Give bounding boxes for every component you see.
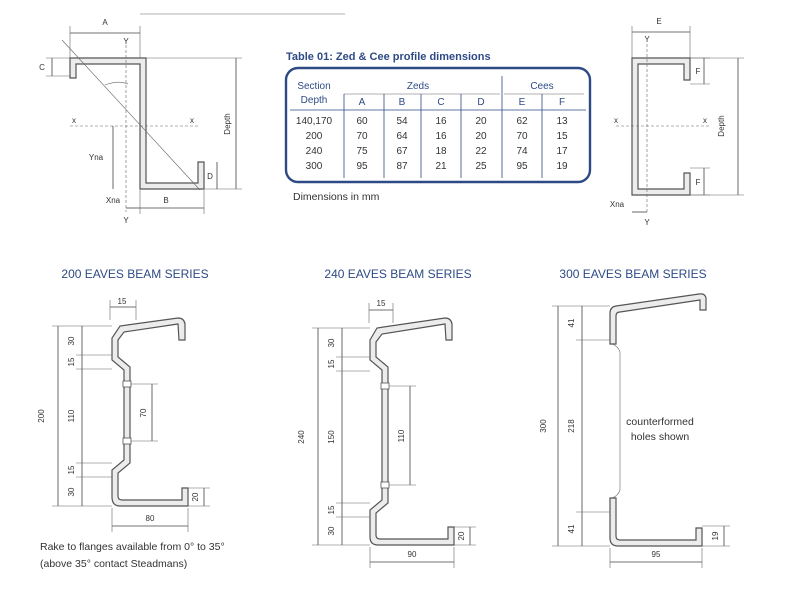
s300-note-line-2: holes shown bbox=[630, 431, 690, 443]
s240-hole-dim: 110 bbox=[397, 429, 406, 443]
cee-axis-y-bottom-label: Y bbox=[644, 218, 650, 227]
s300-lip-dim: 19 bbox=[711, 531, 720, 541]
table-cell: 20 bbox=[475, 116, 487, 127]
s200-seg-4: 15 bbox=[67, 465, 76, 475]
s200-seg-2: 15 bbox=[67, 357, 76, 367]
footnote-line-1: Rake to flanges available from 0° to 35° bbox=[40, 541, 225, 553]
col-b-header: B bbox=[398, 97, 406, 108]
table-zeds-header: Zeds bbox=[406, 81, 430, 92]
s240-seg-1: 30 bbox=[327, 338, 336, 348]
table-cees-header: Cees bbox=[530, 81, 554, 92]
axis-y-top-label: Y bbox=[123, 37, 129, 46]
table-cell: 62 bbox=[516, 116, 528, 127]
table-cell: 16 bbox=[435, 131, 447, 142]
table-cell: 17 bbox=[556, 146, 568, 157]
s200-seg-1: 30 bbox=[67, 336, 76, 346]
dim-c-label: C bbox=[39, 63, 45, 72]
s240-seg-2: 15 bbox=[327, 359, 336, 369]
table-row-depth: 200 bbox=[305, 131, 323, 142]
cee-axis-y-top-label: Y bbox=[644, 35, 650, 44]
s300-seg-3: 41 bbox=[567, 524, 576, 534]
cee-dim-depth-label: Depth bbox=[717, 115, 726, 137]
table-cell: 22 bbox=[475, 146, 487, 157]
s300-note-line-1: counterformed bbox=[626, 416, 694, 428]
table-row-depth: 140,170 bbox=[295, 116, 333, 127]
cee-axis-x-left-label: x bbox=[614, 116, 618, 125]
table-note: Dimensions in mm bbox=[293, 191, 380, 203]
col-e-header: E bbox=[518, 97, 526, 108]
dim-f-bottom-label: F bbox=[695, 178, 701, 187]
s200-lip-dim: 20 bbox=[191, 492, 200, 502]
dim-b-label: B bbox=[163, 196, 169, 205]
table-cell: 95 bbox=[356, 161, 368, 172]
cee-axis-x-right-label: x bbox=[703, 116, 707, 125]
table-title: Table 01: Zed & Cee profile dimensions bbox=[286, 51, 491, 63]
axis-y-bottom-label: Y bbox=[123, 216, 129, 225]
table-cell: 95 bbox=[516, 161, 528, 172]
axis-x-left-label: x bbox=[72, 116, 76, 125]
table-cell: 67 bbox=[396, 146, 408, 157]
s200-seg-3: 110 bbox=[67, 409, 76, 423]
s200-width-dim: 80 bbox=[145, 514, 155, 523]
s240-width-dim: 90 bbox=[407, 550, 417, 559]
s240-lip-dim: 20 bbox=[457, 531, 466, 541]
series-240-title: 240 EAVES BEAM SERIES bbox=[324, 267, 472, 281]
table-cell: 70 bbox=[516, 131, 528, 142]
dim-depth-label: Depth bbox=[223, 113, 232, 135]
dim-xna-label: Xna bbox=[105, 196, 121, 205]
s200-seg-5: 30 bbox=[67, 487, 76, 497]
col-d-header: D bbox=[477, 97, 485, 108]
series-200-diagram bbox=[37, 267, 225, 570]
series-300-diagram bbox=[539, 267, 730, 568]
table-cell: 25 bbox=[475, 161, 487, 172]
s300-seg-2: 218 bbox=[567, 419, 576, 433]
table-cell: 21 bbox=[435, 161, 447, 172]
table-cell: 13 bbox=[556, 116, 568, 127]
series-200-title: 200 EAVES BEAM SERIES bbox=[61, 267, 209, 281]
cee-profile-diagram bbox=[610, 17, 744, 227]
dimension-table bbox=[286, 51, 590, 203]
cee-dim-xna-label: Xna bbox=[609, 200, 625, 209]
table-cell: 75 bbox=[356, 146, 368, 157]
s200-total-dim: 200 bbox=[37, 409, 46, 423]
table-cell: 16 bbox=[435, 116, 447, 127]
s200-hole-dim: 70 bbox=[139, 408, 148, 418]
footnote-line-2: (above 35° contact Steadmans) bbox=[40, 558, 188, 570]
s300-width-dim: 95 bbox=[651, 550, 661, 559]
s240-seg-4: 15 bbox=[327, 505, 336, 515]
table-cell: 64 bbox=[396, 131, 408, 142]
table-cell: 70 bbox=[356, 131, 368, 142]
table-cell: 87 bbox=[396, 161, 408, 172]
s200-top-dim: 15 bbox=[117, 297, 127, 306]
col-a-header: A bbox=[358, 97, 366, 108]
axis-x-right-label: x bbox=[190, 116, 194, 125]
table-cell: 60 bbox=[356, 116, 368, 127]
table-cell: 15 bbox=[556, 131, 568, 142]
table-cell: 20 bbox=[475, 131, 487, 142]
series-300-title: 300 EAVES BEAM SERIES bbox=[559, 267, 707, 281]
s240-seg-5: 30 bbox=[327, 526, 336, 536]
s240-seg-3: 150 bbox=[327, 430, 336, 444]
s240-total-dim: 240 bbox=[297, 430, 306, 444]
s300-seg-1: 41 bbox=[567, 318, 576, 328]
dim-e-label: E bbox=[656, 17, 662, 26]
dim-d-label: D bbox=[207, 172, 213, 181]
series-240-diagram bbox=[297, 267, 476, 568]
table-cell: 74 bbox=[516, 146, 528, 157]
col-c-header: C bbox=[437, 97, 445, 108]
table-section-header: Section bbox=[297, 81, 331, 92]
s240-top-dim: 15 bbox=[376, 299, 386, 308]
table-row-depth: 300 bbox=[305, 161, 323, 172]
s300-total-dim: 300 bbox=[539, 419, 548, 433]
table-row-depth: 240 bbox=[305, 146, 323, 157]
dim-yna-label: Yna bbox=[88, 153, 104, 162]
table-cell: 54 bbox=[396, 116, 408, 127]
dim-a-label: A bbox=[102, 18, 108, 27]
dim-f-top-label: F bbox=[695, 67, 701, 76]
col-f-header: F bbox=[558, 97, 566, 108]
table-cell: 18 bbox=[435, 146, 447, 157]
table-depth-header: Depth bbox=[300, 95, 328, 106]
table-cell: 19 bbox=[556, 161, 568, 172]
